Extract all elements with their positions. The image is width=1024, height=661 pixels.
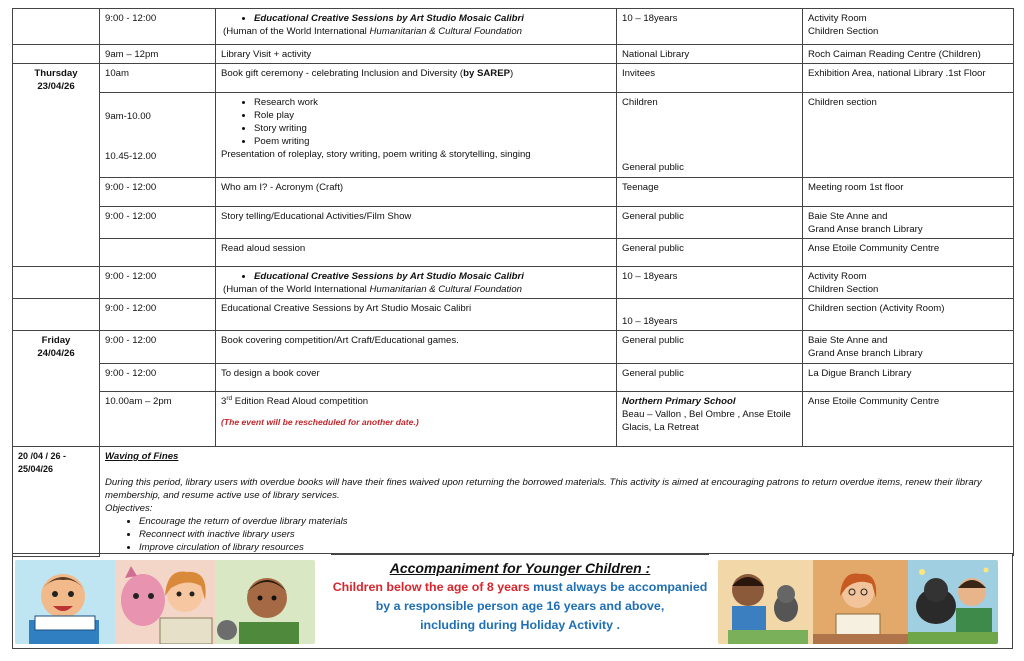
table-row [13,447,1014,557]
fines-title: Waving of Fines [105,451,179,462]
activity-cell [216,64,617,93]
day-cell [13,299,100,331]
day-cell [13,9,100,45]
audience-cell [617,299,803,331]
session-sub-a: (Human of the World International [223,26,370,37]
accompaniment-footer [12,553,1013,649]
session-title: • Educational Creative Sessions by Art Studio Mosaic Calibri [254,12,611,25]
time-cell: 9:00 - 12:00 [100,299,216,331]
location-cell: Children section (Activity Room) [803,299,1014,331]
audience-cell: Invitees [617,64,803,93]
school-name: Northern Primary School [622,396,736,407]
bullet-item: • Role play [254,109,611,122]
accompaniment-text: must always be accompanied [529,580,708,594]
accompaniment-line-3: including during Holiday Activity . [420,618,620,632]
day-date: 24/04/26 [37,348,75,359]
location-cell [803,331,1014,364]
time-cell: 10am [100,64,216,93]
location-cell [803,267,1014,299]
objective-item: • Encourage the return of overdue library materials [139,515,1008,528]
activity-cell: Book covering competition/Art Craft/Educational games. [216,331,617,364]
day-cell-friday [13,331,100,447]
day-cell [13,267,100,299]
reschedule-note: (The event will be rescheduled for another date.) [221,417,419,427]
table-row [13,364,1014,392]
time-cell: 9:00 - 12:00 [100,331,216,364]
location-cell: La Digue Branch Library [803,364,1014,392]
location-line: Children Section [808,284,879,295]
edition-title: Edition Read Aloud competition [232,396,369,407]
table-row [13,267,1014,299]
activity-cell [216,267,617,299]
audience-cell: General public [617,239,803,267]
session-sub-b: Humanitarian & Cultural Foundation [369,284,522,295]
accompaniment-title: Accompaniment for Younger Children : [389,560,651,576]
activity-cell: Library Visit + activity [216,45,617,64]
activity-cell: Story telling/Educational Activities/Film Show [216,207,617,239]
audience-line: Children [622,97,658,108]
audience-cell: General public [617,207,803,239]
bullet-item: • Research work [254,96,611,109]
fines-cell [100,447,1014,557]
edition-suffix: rd [226,394,233,402]
audience-cell [617,93,803,178]
activity-cell: Who am I? - Acronym (Craft) [216,178,617,207]
location-cell [803,9,1014,45]
table-row [13,299,1014,331]
table-row [13,331,1014,364]
location-cell: Meeting room 1st floor [803,178,1014,207]
time-1: 9am-10.00 [105,111,151,122]
audience-cell: General public [617,331,803,364]
organizer: by SAREP [463,68,511,79]
location-line: Grand Anse branch Library [808,348,923,359]
fines-dates: 20 /04 / 26 - 25/04/26 [13,447,100,557]
day-date: 23/04/26 [37,81,75,92]
age-requirement: Children below the age of 8 years [332,580,530,594]
activity-cell: To design a book cover [216,364,617,392]
table-row [13,178,1014,207]
activity-cell: Educational Creative Sessions by Art Studio Mosaic Calibri [216,299,617,331]
time-cell [100,239,216,267]
location-line: Activity Room [808,271,867,282]
accompaniment-notice [331,558,709,635]
fines-body: During this period, library users with overdue books will have their fines waived upon returning the borrowed materials. This activity is aimed at encouraging patrons to return overdue items, renew their library membership, and resume active use of library services. [105,477,982,501]
time-cell: 10.00am – 2pm [100,392,216,447]
schools-line: Glacis, La Retreat [622,422,699,433]
schools-line: Beau – Vallon , Bel Ombre , Anse Etoile [622,409,791,420]
table-row [13,9,1014,45]
location-cell: Exhibition Area, national Library .1st Floor [803,64,1014,93]
audience-cell: Teenage [617,178,803,207]
activity-text-end: ) [510,68,514,79]
audience-cell: General public [617,364,803,392]
day-name: Friday [41,335,71,346]
session-title: • Educational Creative Sessions by Art Studio Mosaic Calibri [254,270,611,283]
schedule-table [12,8,1014,557]
time-cell: 9:00 - 12:00 [100,207,216,239]
objective-item: • Reconnect with inactive library users [139,528,1008,541]
accompaniment-line-2: by a responsible person age 16 years and above, [375,599,665,613]
audience-cell: National Library [617,45,803,64]
day-cell [13,45,100,64]
activity-cell: Read aloud session [216,239,617,267]
audience-line: 10 – 18years [622,316,678,327]
day-name: Thursday [34,68,78,79]
location-cell: Anse Etoile Community Centre [803,239,1014,267]
audience-cell: 10 – 18years [617,267,803,299]
time-2: 10.45-12.00 [105,151,157,162]
audience-cell: 10 – 18years [617,9,803,45]
activity-text: Book gift ceremony - celebrating Inclusion and Diversity ( [221,68,464,79]
presentation-text: Presentation of roleplay, story writing, poem writing & storytelling, singing [221,149,531,160]
session-sub-a: (Human of the World International [223,284,370,295]
time-cell: 9:00 - 12:00 [100,364,216,392]
location-line: Activity Room [808,13,867,24]
audience-cell [617,392,803,447]
table-row [13,239,1014,267]
objective-item: • Improve circulation of library resources [139,541,1008,554]
table-row [13,392,1014,447]
location-cell: Roch Caiman Reading Centre (Children) [803,45,1014,64]
bullet-item: • Poem writing [254,135,611,148]
divider [331,554,709,555]
table-row [13,93,1014,178]
location-cell: Anse Etoile Community Centre [803,392,1014,447]
objectives-label: Objectives: [105,503,153,514]
table-row [13,64,1014,93]
table-row [13,45,1014,64]
time-cell: 9:00 - 12:00 [100,178,216,207]
location-cell [803,207,1014,239]
location-line: Baie Ste Anne and [808,335,888,346]
time-cell: 9:00 - 12:00 [100,9,216,45]
location-line: Grand Anse branch Library [808,224,923,235]
activity-cell [216,392,617,447]
bullet-item: • Story writing [254,122,611,135]
location-line: Baie Ste Anne and [808,211,888,222]
time-cell [100,93,216,178]
time-cell: 9am – 12pm [100,45,216,64]
day-cell-thursday [13,64,100,267]
children-reading-illustration-right [718,560,998,644]
children-reading-illustration-left [15,560,315,644]
activity-cell [216,93,617,178]
activity-cell [216,9,617,45]
location-line: Children Section [808,26,879,37]
session-sub-b: Humanitarian & Cultural Foundation [369,26,522,37]
audience-line: General public [622,162,684,173]
edition-number: 3 [221,396,227,407]
time-cell: 9:00 - 12:00 [100,267,216,299]
table-row [13,207,1014,239]
location-cell: Children section [803,93,1014,178]
accompaniment-line-1 [331,578,709,597]
